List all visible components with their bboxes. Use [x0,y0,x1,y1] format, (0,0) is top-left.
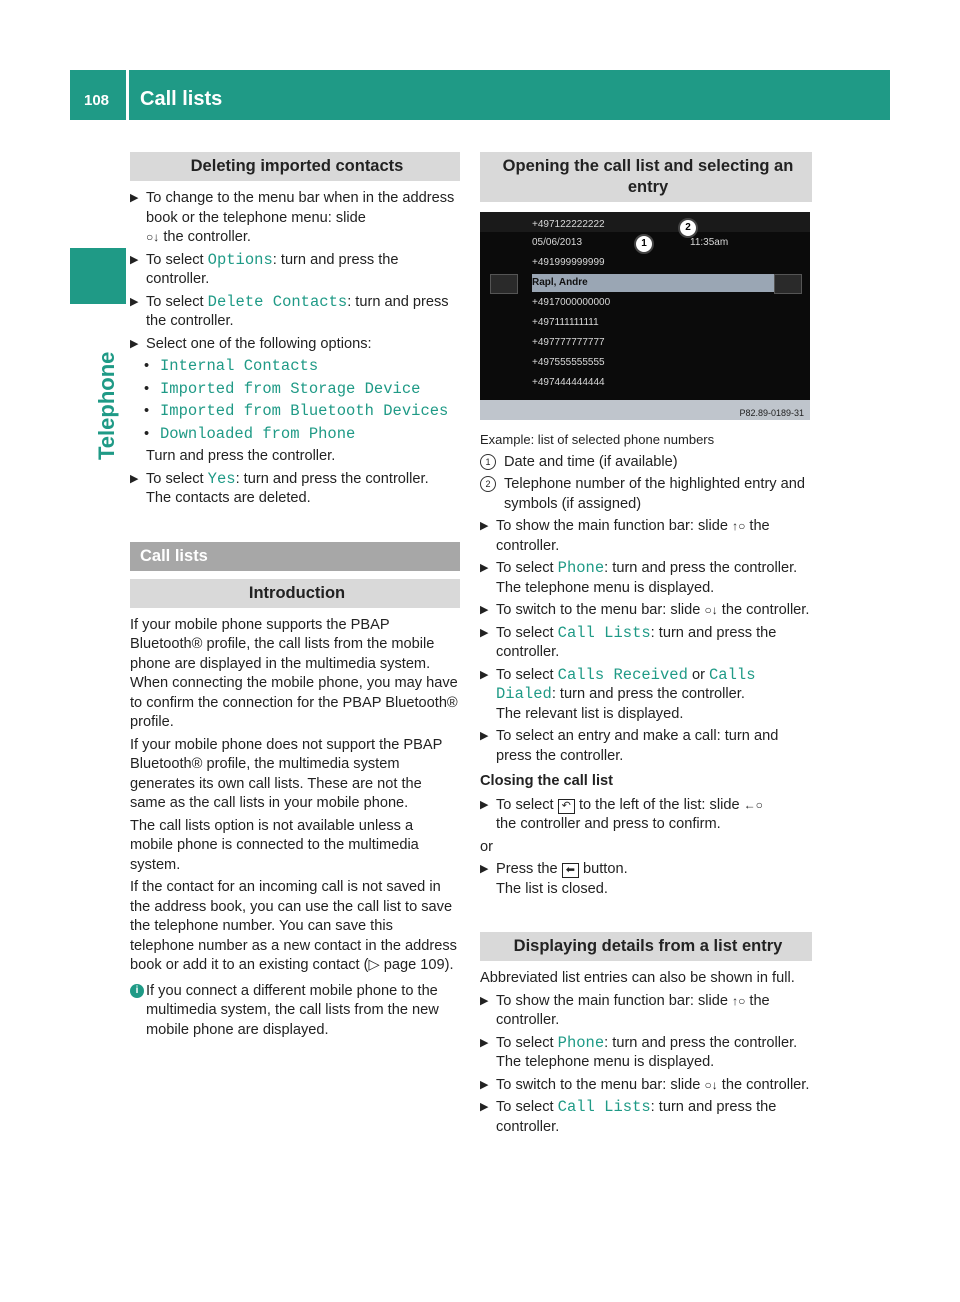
step: ▶ To show the main function bar: slide ↑○ the controller. [480,518,770,554]
step: ▶ To select Options: turn and press the controller. [130,250,399,287]
intro-paragraph: If the contact for an incoming call is not saved in the address book, you can use the call list to save the telephone number. You can save this telephone number as a new contact in the address book or add it to an existing contact (▷ page 109). [130,879,457,973]
step: ▶ To select ↶ to the left of the list: slide ←○ the controller and press to confirm. [480,796,763,832]
instruction-text: Turn and press the controller. [146,448,336,464]
intro-paragraph: If your mobile phone supports the PBAP Bluetooth® profile, the call lists from the mobile phone are displayed in the multimedia system. When connecting the mobile phone, you may have to confirm the connection for the PBAP Bluetooth® profile. [130,616,458,730]
section-heading-displaying: Displaying details from a list entry [480,932,812,961]
step: ▶ To show the main function bar: slide ↑○ the controller. [480,992,770,1028]
step: ▶ To select Call Lists: turn and press the controller. [480,1098,777,1135]
section-heading-deleting: Deleting imported contacts [130,152,460,181]
option-item: • Imported from Storage Device [144,379,421,398]
screen-row-highlighted: Rapl, Andre [532,274,780,292]
intro-paragraph: The call lists option is not available unless a mobile phone is connected to the multimedia system. [130,817,419,873]
arrow-icon: ▶ [480,626,489,639]
arrow-icon: ▶ [480,604,489,616]
back-list-icon: ↶ [558,799,575,814]
callout-1: 1 [634,234,654,254]
option-item: • Imported from Bluetooth Devices [144,402,449,420]
arrow-icon: ▶ [480,730,489,742]
arrow-icon: ▶ [130,472,139,485]
info-note: i If you connect a different mobile phone to the multimedia system, the call lists from the new mobile phone are displayed. [130,982,460,1041]
page-number: 108 [84,92,110,109]
arrow-icon: ▶ [480,863,489,875]
arrow-icon: ▶ [130,192,139,204]
sidebar-marker [70,248,126,304]
figure-code: P82.89-0189-31 [739,408,804,418]
arrow-icon: ▶ [480,520,489,532]
intro-paragraph: Abbreviated list entries can also be shown in full. [480,970,795,986]
controller-slide-down-icon: ○↓ [704,603,718,617]
screen-row-date: 05/06/2013 [532,237,583,248]
screen-row: +497122222222 [532,219,605,230]
controller-slide-up-icon: ↑○ [732,519,746,533]
screen-row: +497777777777 [532,337,605,348]
screen-row: +4917000000000 [532,297,611,308]
callout-number-icon: 2 [480,476,496,492]
step: ▶ To select Phone: turn and press the controller. The telephone menu is displayed. [480,559,798,596]
call-list-screenshot [480,212,810,420]
arrow-icon: ▶ [480,1101,489,1113]
arrow-icon: ▶ [480,562,489,574]
section-heading-opening: Opening the call list and selecting an entry [480,152,812,202]
controller-slide-up-icon: ↑○ [732,993,746,1008]
screen-left-tab [490,274,518,294]
option-item: • Internal Contacts [144,357,319,375]
step: ▶ To select Yes: turn and press the controller. The contacts are deleted. [130,469,429,506]
figure-caption: Example: list of selected phone numbers [480,432,715,447]
controller-slide-down-icon: ○↓ [146,230,160,244]
arrow-icon: ▶ [480,1036,489,1049]
step: ▶ Press the ⬅ button. The list is closed. [480,861,628,897]
step: ▶ To select an entry and make a call: turn and press the controller. [480,728,779,764]
screen-right-tab [774,274,802,294]
step: ▶ To change to the menu bar when in the address book or the telephone menu: slide ○↓ the controller. [130,189,460,248]
step: ▶ To select Calls Received or Calls Dialed: turn and press the controller. The relevant list is displayed. [480,665,756,722]
arrow-icon: ▶ [130,337,139,350]
left-column [130,152,460,1040]
screen-row: +497111111111 [532,317,599,328]
arrow-icon: ▶ [480,1078,489,1091]
or-text: or [480,838,493,855]
screen-row: +497555555555 [532,357,605,368]
arrow-icon: ▶ [130,253,139,266]
arrow-icon: ▶ [480,994,489,1007]
step: ▶ To switch to the menu bar: slide ○↓ the controller. [480,601,812,621]
intro-paragraph: If your mobile phone does not support the PBAP Bluetooth® profile, the multimedia system generates its own call lists. These are not the same as the call lists in your mobile phone. [130,736,443,811]
controller-slide-down-icon: ○↓ [704,1077,718,1092]
callout-2: 2 [678,218,698,238]
controller-slide-left-icon: ←○ [743,797,763,812]
arrow-icon: ▶ [130,295,139,308]
info-icon: i [130,984,144,998]
section-heading-introduction: Introduction [130,579,460,608]
caption-item: 2 Telephone number of the highlighted entry and symbols (if assigned) [480,475,812,514]
option-item: • Downloaded from Phone [144,424,356,443]
screen-row: +497444444444 [532,377,605,388]
subheading-closing: Closing the call list [480,773,613,789]
page-title: Call lists [140,88,223,110]
screen-row: +491999999999 [532,257,605,268]
step: ▶ To select Phone: turn and press the controller. The telephone menu is displayed. [480,1033,798,1070]
arrow-icon: ▶ [480,668,489,681]
arrow-icon: ▶ [480,798,489,811]
back-button-icon: ⬅ [562,863,579,878]
sidebar-section-label: Telephone [94,351,119,460]
callout-number-icon: 1 [480,454,496,470]
right-column [480,152,812,1140]
screen-row-time: 11:35am [690,237,729,248]
step: ▶ To select Call Lists: turn and press the controller. [480,623,777,660]
step: ▶ Select one of the following options: [130,335,460,355]
header-divider [126,70,129,120]
step: ▶ To switch to the menu bar: slide ○↓ the controller. [480,1076,812,1096]
section-heading-call-lists: Call lists [130,542,460,571]
step: ▶ To select Delete Contacts: turn and press the controller. [130,292,449,329]
caption-item: 1 Date and time (if available) [480,453,812,473]
